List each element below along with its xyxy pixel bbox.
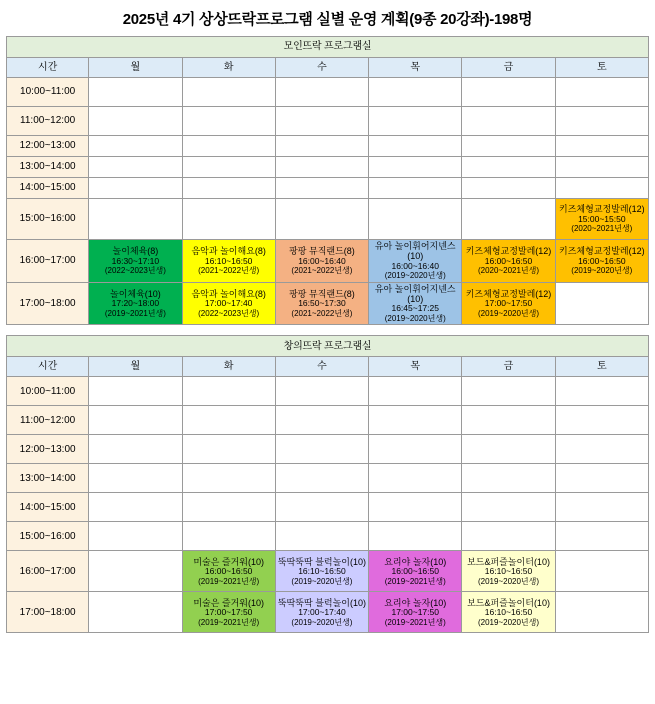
time-slot-label: 12:00~13:00 [7, 435, 89, 464]
empty-slot [555, 78, 648, 107]
class-slot[interactable] [369, 592, 462, 633]
empty-slot [182, 522, 275, 551]
class-name: 미술은 즐거워(10) [193, 597, 264, 608]
empty-slot [462, 464, 555, 493]
empty-slot [182, 406, 275, 435]
column-header-day: 수 [275, 58, 368, 78]
column-header-time: 시간 [7, 357, 89, 377]
page-title: 2025년 4기 상상뜨락프로그램 실별 운영 계획(9종 20강좌)-198명 [122, 11, 533, 28]
class-time: 17:00~17:50 [204, 606, 253, 617]
time-slot-label: 10:00~11:00 [7, 377, 89, 406]
class-time: 16:00~16:50 [391, 565, 439, 576]
time-slot-label: 15:00~16:00 [7, 199, 89, 240]
class-time: 16:45~17:25 [391, 303, 439, 314]
class-name: 놀이체육(10) [110, 288, 161, 299]
class-age-range: (2019~2021년생) [198, 617, 260, 627]
time-slot-label: 11:00~12:00 [7, 406, 89, 435]
class-slot[interactable] [275, 592, 368, 633]
empty-slot [275, 435, 368, 464]
time-slot-label: 12:00~13:00 [7, 136, 89, 157]
column-header-day: 수 [275, 357, 368, 377]
empty-slot [369, 435, 462, 464]
empty-slot [275, 377, 368, 406]
empty-slot [182, 435, 275, 464]
empty-slot [275, 493, 368, 522]
class-slot[interactable] [182, 592, 275, 633]
class-slot[interactable] [555, 199, 648, 240]
room-schedule-table [6, 36, 649, 325]
empty-slot [369, 136, 462, 157]
empty-slot [462, 435, 555, 464]
column-header-day: 화 [182, 357, 275, 377]
class-name: 키즈체형교정발레(12) [465, 246, 552, 257]
class-age-range: (2019~2020년생) [571, 266, 633, 276]
schedule-tables [6, 36, 649, 633]
class-time: 17:00~17:50 [391, 606, 439, 617]
empty-slot [462, 522, 555, 551]
empty-slot [369, 522, 462, 551]
empty-slot [369, 107, 462, 136]
empty-slot [89, 199, 182, 240]
table-gap [6, 325, 649, 335]
class-name: 유아 놀이휘어지넨스(10) [374, 283, 456, 304]
class-age-range: (2019~2020년생) [477, 308, 540, 318]
empty-slot [462, 377, 555, 406]
empty-slot [555, 136, 648, 157]
class-name: 키즈체형교정발레(12) [465, 288, 552, 299]
class-time: 16:00~16:40 [391, 260, 439, 271]
empty-slot [89, 551, 182, 592]
time-slot-label: 10:00~11:00 [7, 78, 89, 107]
class-slot[interactable] [369, 551, 462, 592]
class-name: 보드&퍼즐놀이터(10) [467, 556, 550, 567]
class-time: 16:10~16:50 [204, 255, 253, 266]
empty-slot [89, 493, 182, 522]
class-age-range: (2020~2021년생) [571, 224, 633, 234]
empty-slot [275, 464, 368, 493]
class-name: 음악과 놀이해요(8) [191, 246, 266, 257]
class-info [462, 592, 554, 632]
class-name: 팡팡 뮤직랜드(8) [289, 246, 355, 257]
class-slot[interactable] [182, 551, 275, 592]
class-age-range: (2022~2023년생) [198, 308, 260, 318]
empty-slot [275, 157, 368, 178]
table-row [7, 282, 649, 325]
empty-slot [275, 522, 368, 551]
empty-slot [462, 78, 555, 107]
empty-slot [182, 107, 275, 136]
empty-slot [369, 464, 462, 493]
class-slot[interactable] [462, 592, 555, 633]
empty-slot [462, 406, 555, 435]
class-time: 16:50~17:30 [298, 298, 346, 309]
room-header: 모인뜨락 프로그램실 [7, 37, 649, 58]
empty-slot [555, 493, 648, 522]
empty-slot [369, 178, 462, 199]
empty-slot [555, 157, 648, 178]
table-row [7, 78, 649, 107]
empty-slot [555, 592, 648, 633]
class-slot[interactable] [89, 240, 182, 283]
empty-slot [555, 435, 648, 464]
class-info [462, 240, 554, 282]
class-name: 뚝딱뚝딱 블럭놀이(10) [277, 556, 366, 567]
class-age-range: (2020~2021년생) [477, 266, 540, 276]
column-header-day: 월 [89, 58, 182, 78]
empty-slot [89, 377, 182, 406]
class-name: 뚝딱뚝딱 블럭놀이(10) [277, 597, 366, 608]
time-slot-label: 16:00~17:00 [7, 551, 89, 592]
empty-slot [555, 178, 648, 199]
table-row [7, 493, 649, 522]
class-name: 놀이체육(8) [112, 246, 159, 257]
class-slot[interactable] [555, 240, 648, 283]
empty-slot [89, 464, 182, 493]
table-row [7, 435, 649, 464]
class-age-range: (2019~2020년생) [291, 617, 353, 627]
class-name: 음악과 놀이해요(8) [191, 288, 266, 299]
empty-slot [369, 78, 462, 107]
class-time: 16:10~16:50 [298, 565, 346, 576]
table-row [7, 178, 649, 199]
class-time: 16:30~17:10 [111, 255, 160, 266]
class-time: 17:20~18:00 [111, 298, 160, 309]
class-name: 키즈체형교정발레(12) [559, 246, 645, 257]
time-slot-label: 11:00~12:00 [7, 107, 89, 136]
empty-slot [182, 136, 275, 157]
class-age-range: (2019~2021년생) [198, 576, 260, 586]
empty-slot [462, 199, 555, 240]
empty-slot [555, 406, 648, 435]
class-name: 요리야 놀자(10) [384, 556, 447, 567]
class-age-range: (2022~2023년생) [104, 266, 166, 276]
empty-slot [555, 282, 648, 325]
class-info [183, 240, 275, 282]
empty-slot [555, 107, 648, 136]
empty-slot [89, 435, 182, 464]
class-age-range: (2019~2021년생) [104, 308, 166, 318]
column-header-day: 목 [369, 357, 462, 377]
class-time: 17:00~17:40 [204, 298, 253, 309]
class-time: 16:00~16:50 [204, 565, 253, 576]
empty-slot [555, 522, 648, 551]
class-slot[interactable] [369, 240, 462, 283]
empty-slot [369, 377, 462, 406]
class-name: 미술은 즐거워(10) [193, 556, 264, 567]
class-age-range: (2021~2022년생) [291, 266, 353, 276]
class-name: 요리야 놀자(10) [384, 597, 447, 608]
class-info [369, 551, 461, 591]
class-info [369, 240, 461, 282]
empty-slot [182, 157, 275, 178]
room-header: 창의뜨락 프로그램실 [7, 336, 649, 357]
column-header-day: 토 [555, 357, 648, 377]
class-time: 17:00~17:50 [484, 298, 533, 309]
class-info [369, 283, 461, 325]
empty-slot [275, 199, 368, 240]
class-slot[interactable] [275, 551, 368, 592]
class-age-range: (2019~2020년생) [477, 617, 540, 627]
class-info [462, 283, 554, 325]
empty-slot [89, 522, 182, 551]
class-age-range: (2019~2020년생) [477, 576, 540, 586]
class-age-range: (2019~2020년생) [384, 314, 446, 324]
class-name: 팡팡 뮤직랜드(8) [289, 288, 355, 299]
empty-slot [369, 493, 462, 522]
empty-slot [89, 406, 182, 435]
class-name: 보드&퍼즐놀이터(10) [467, 597, 550, 608]
empty-slot [369, 199, 462, 240]
class-info [183, 592, 275, 632]
empty-slot [89, 136, 182, 157]
class-age-range: (2019~2021년생) [384, 576, 446, 586]
class-info [556, 240, 648, 282]
time-slot-label: 17:00~18:00 [7, 592, 89, 633]
empty-slot [182, 493, 275, 522]
column-header-day: 목 [369, 58, 462, 78]
time-slot-label: 16:00~17:00 [7, 240, 89, 283]
empty-slot [89, 178, 182, 199]
empty-slot [182, 178, 275, 199]
class-age-range: (2019~2021년생) [384, 617, 446, 627]
empty-slot [275, 107, 368, 136]
table-row [7, 157, 649, 178]
class-name: 키즈체형교정발레(12) [559, 204, 645, 215]
empty-slot [89, 157, 182, 178]
class-time: 17:00~17:40 [298, 606, 346, 617]
column-header-day: 월 [89, 357, 182, 377]
class-info [462, 551, 554, 591]
class-info [369, 592, 461, 632]
class-time: 16:00~16:40 [298, 255, 346, 266]
time-slot-label: 13:00~14:00 [7, 464, 89, 493]
empty-slot [462, 107, 555, 136]
empty-slot [89, 107, 182, 136]
table-row [7, 136, 649, 157]
time-slot-label: 17:00~18:00 [7, 282, 89, 325]
empty-slot [462, 178, 555, 199]
table-row [7, 107, 649, 136]
table-row [7, 522, 649, 551]
class-time: 15:00~15:50 [578, 213, 626, 224]
empty-slot [369, 157, 462, 178]
class-name: 유아 놀이휘어지넨스(10) [374, 241, 456, 262]
table-row [7, 551, 649, 592]
table-row [7, 406, 649, 435]
time-slot-label: 14:00~15:00 [7, 178, 89, 199]
class-info [276, 283, 368, 325]
class-info [89, 283, 181, 325]
class-slot[interactable] [462, 240, 555, 283]
class-info [276, 240, 368, 282]
class-slot[interactable] [182, 282, 275, 325]
class-slot[interactable] [462, 282, 555, 325]
time-slot-label: 15:00~16:00 [7, 522, 89, 551]
class-age-range: (2021~2022년생) [291, 308, 353, 318]
table-row [7, 240, 649, 283]
empty-slot [462, 493, 555, 522]
time-slot-label: 13:00~14:00 [7, 157, 89, 178]
class-slot[interactable] [182, 240, 275, 283]
class-age-range: (2021~2022년생) [198, 266, 260, 276]
class-time: 16:10~16:50 [484, 565, 533, 576]
class-slot[interactable] [462, 551, 555, 592]
room-schedule-table [6, 335, 649, 633]
empty-slot [275, 78, 368, 107]
table-row [7, 592, 649, 633]
empty-slot [182, 464, 275, 493]
class-time: 16:00~16:50 [578, 255, 626, 266]
column-header-time: 시간 [7, 58, 89, 78]
empty-slot [182, 377, 275, 406]
empty-slot [462, 136, 555, 157]
class-info [89, 240, 181, 282]
column-header-day: 금 [462, 357, 555, 377]
class-slot[interactable] [275, 240, 368, 283]
class-age-range: (2019~2020년생) [291, 576, 353, 586]
class-slot[interactable] [89, 282, 182, 325]
empty-slot [89, 78, 182, 107]
empty-slot [275, 178, 368, 199]
class-slot[interactable] [275, 282, 368, 325]
table-row [7, 199, 649, 240]
column-header-day: 금 [462, 58, 555, 78]
table-row [7, 377, 649, 406]
class-info [276, 551, 368, 591]
class-info [183, 283, 275, 325]
empty-slot [369, 406, 462, 435]
empty-slot [182, 199, 275, 240]
class-info [183, 551, 275, 591]
class-info [556, 199, 648, 239]
empty-slot [462, 157, 555, 178]
class-info [276, 592, 368, 632]
column-header-day: 화 [182, 58, 275, 78]
class-time: 16:10~16:50 [484, 606, 533, 617]
table-row [7, 464, 649, 493]
empty-slot [555, 551, 648, 592]
empty-slot [275, 406, 368, 435]
empty-slot [555, 377, 648, 406]
time-slot-label: 14:00~15:00 [7, 493, 89, 522]
empty-slot [555, 464, 648, 493]
column-header-day: 토 [555, 58, 648, 78]
empty-slot [182, 78, 275, 107]
empty-slot [275, 136, 368, 157]
class-age-range: (2019~2020년생) [384, 271, 446, 281]
empty-slot [89, 592, 182, 633]
class-time: 16:00~16:50 [484, 255, 533, 266]
class-slot[interactable] [369, 282, 462, 325]
